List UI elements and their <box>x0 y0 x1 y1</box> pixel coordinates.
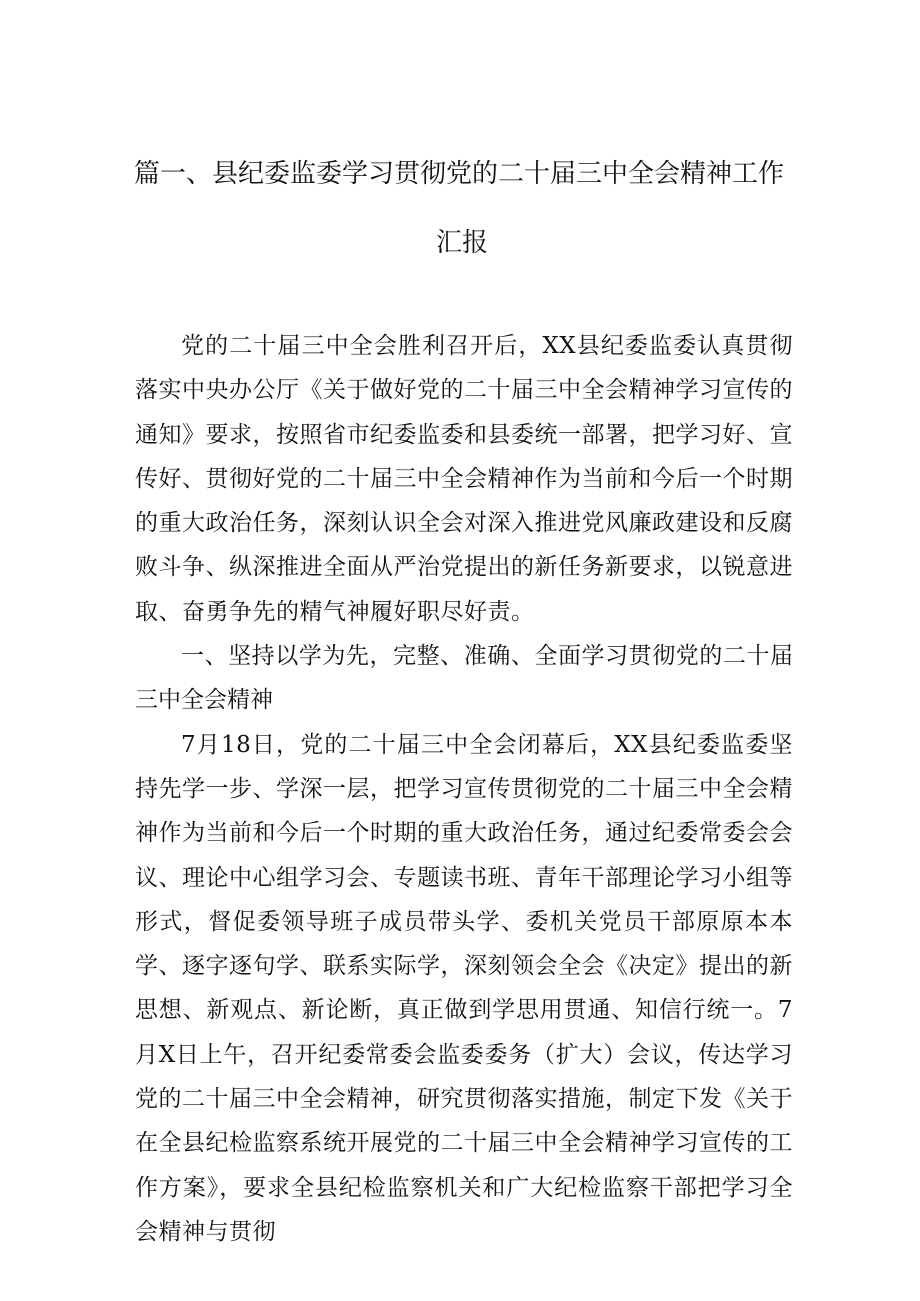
section-paragraph: 7月18日，党的二十届三中全会闭幕后，XX县纪委监委坚持先学一步、学深一层，把学习宣传贯彻党的二十届三中全会精神作为当前和今后一个时期的重大政治任务，通过纪委常委会会议、理论中心组学习会、专题读书班、青年干部理论学习小组等形式，督促委领导班子成员带头学、委机关党员干部原原本本学、逐字逐句学、联系实际学，深刻领会全会《决定》提出的新思想、新观点、新论断，真正做到学思用贯通、知信行统一。7月X日上午，召开纪委常委会监委委务（扩大）会议，传达学习党的二十届三中全会精神，研究贯彻落实措施，制定下发《关于在全县纪检监察系统开展党的二十届三中全会精神学习宣传的工作方案》，要求全县纪检监察机关和广大纪检监察干部把学习全会精神与贯彻 <box>135 731 793 1245</box>
section-heading: 一、坚持以学为先，完整、准确、全面学习贯彻党的二十届三中全会精神 <box>135 643 793 714</box>
document-title-line-1: 篇一、县纪委监委学习贯彻党的二十届三中全会精神工作 <box>134 159 785 189</box>
intro-paragraph: 党的二十届三中全会胜利召开后，XX县纪委监委认真贯彻落实中央办公厅《关于做好党的二十届三中全会精神学习宣传的通知》要求，按照省市纪委监委和县委统一部署，把学习好、宣传好、贯彻好党的二十届三中全会精神作为当前和今后一个时期的重大政治任务，深刻认识全会对深入推进党风廉政建设和反腐败斗争、纵深推进全面从严治党提出的新任务新要求，以锐意进取、奋勇争先的精气神履好职尽好责。 <box>135 333 793 625</box>
document-body <box>135 324 793 1254</box>
document-title-line-2: 汇报 <box>436 228 489 258</box>
